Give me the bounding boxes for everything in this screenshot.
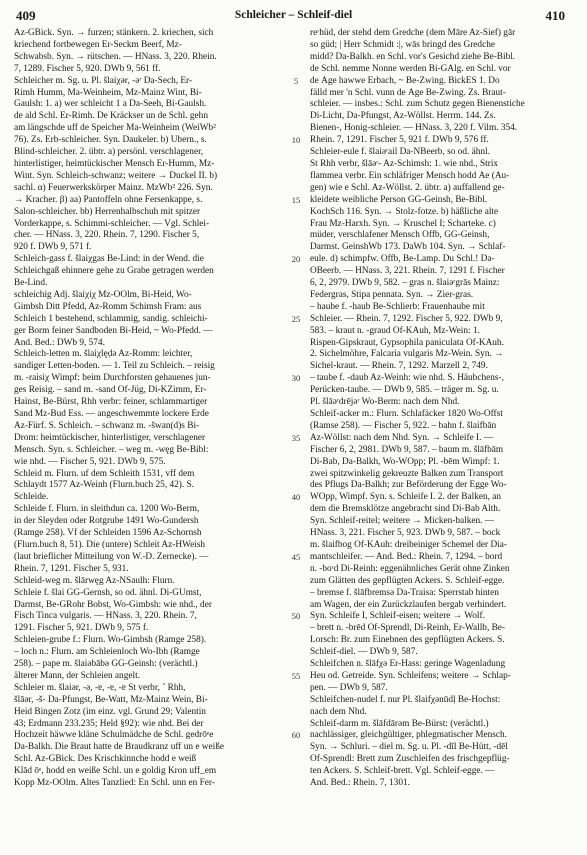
left-column-line: Heid Bingen Zotz (im einz. vgl. Grund 29; Valentin — [14, 706, 206, 717]
right-column-line: Heu od. Getreide. Syn. Schleifens; weitere → Schlap- — [310, 670, 511, 681]
left-column-line: Fisch Tinca vulgaris. — HNass. 3, 220. Rhein. 7, — [14, 611, 197, 622]
right-column-line: de Schl. nemme Nonne werden Bi-GAlg. en Schl. vor — [310, 63, 511, 74]
left-column-line: → Kracher. β) aa) Pantoffeln ohne Fersenkappe, s. — [14, 194, 203, 205]
left-column-line: wie nhd. — Fischer 5, 921. DWb 9, 575. — [14, 456, 166, 467]
left-column-line: Schleich-letten m. šlaiχlęḍə Az-Romm: leichter, — [14, 349, 193, 360]
right-column-line: de Äge hawwe Erbach, ~ Be-Zwing. BickES 1. Do — [310, 75, 500, 86]
right-column-line: reʳhüd, der stehd dem Gredche (dem Māre Az-Sief) gār — [310, 28, 516, 38]
right-column-line: Pl. šlāəʳdrējəʳ Wo-Berm: nach dem Nhd. — [310, 397, 460, 408]
left-column-line: Schlaydt 1577 Az-Weinh (Flurn.buch 25, 42). S. — [14, 480, 195, 491]
left-column-line: Vorderkappe, s. Schimmi-schleicher. — Vgl. Schlei- — [14, 218, 210, 229]
right-column-line: Rhein. 7, 1291. Fischer 5, 921 f. DWb 9, 576 ff. — [310, 135, 489, 146]
right-column-line: Darmst. GeinshWb 173. DaWb 104. Syn. → Schlaf- — [310, 242, 506, 253]
right-column-line: flammea verbr. Ein schläfriger Mensch hodd Āe (Au- — [310, 170, 510, 181]
left-column-line: (laut brieflicher Mitteilung von W.-D. Zernecke). — — [14, 551, 209, 562]
left-column-line: Gimbsh Ditt Pfedd, Az-Romm Schimsh Fram: aus — [14, 301, 202, 312]
line-number: 50 — [291, 611, 301, 622]
right-column-line: OBeerb. — HNass. 3, 221. Rhein. 7, 1291 f. Fischer — [310, 266, 505, 277]
left-column-line: Az-Fürf. S. Schleich. – schwanz m. -šwan(d)s Bi- — [14, 420, 200, 431]
left-column-line: Klād ōᵉ, hodd en weiße Schl. un e goldig Kron uff_em — [14, 766, 217, 777]
left-column-line: Rimh Humm, Ma-Weinheim, Mz-Mainz Wint, Bi- — [14, 87, 202, 98]
right-column-line: Schleier-eule f. šlaiəʳail Da-NBeerb, so od. ähnl. — [310, 147, 490, 158]
right-column-line: müder, verschlafener Mensch Offb, GG-Geinsh, — [310, 230, 490, 241]
left-column-line: hinterlistiger, heimtückischer Mensch Er-Humm, Mz- — [14, 158, 215, 169]
line-number: 30 — [291, 373, 301, 384]
left-column-line: Schleich 1 bestehend, schlammig, sandig. schleichi- — [14, 313, 208, 324]
right-column-line: midd? Da-Balkh. en Schl. vor's Gesichd ziehe Be-Bibl. — [310, 51, 516, 62]
left-column-line: Schleier m. šlaiər, -ə, -ɐ, -ɐ, -ɐ St verbr, ˚ Rhh, — [14, 682, 186, 693]
right-column-line: nach dem Nhd. — [310, 706, 367, 717]
right-column-line: ten Ackers. S. Schleif-brett. Vgl. Schleif-egge. — — [310, 766, 495, 777]
right-column-line: Frau Mz-Harxh. Syn. → Kruschel I; Scharteke. c) — [310, 218, 496, 229]
right-column-line: 6, 2, 2979. DWb 9, 582. – gras n. šlaiəʳgrās Mainz: — [310, 278, 500, 289]
line-number: 25 — [291, 313, 301, 324]
right-column-line: m. šlaifbog Of-KAuh: dreibeiniger Schemel der Dia- — [310, 539, 507, 550]
right-column-line: Schleifchen-nudel f. nur Pl. šlaifχənūdḷ Be-Hochst: — [310, 694, 501, 705]
left-column-line: cher. — HNass. 3, 220. Rhein. 7, 1290. Fischer 5, — [14, 230, 200, 241]
left-column — [14, 28, 276, 846]
left-column-line: Da-Balkh. Die Braut hatte de Braudkranz uff un e weiße — [14, 742, 224, 753]
line-number: 45 — [291, 551, 301, 562]
left-column-line: – loch n.: Flurn. am Schleienloch Wo-Ibh (Ramge — [14, 647, 200, 658]
left-column-line: Schwabsb. Syn. → rütschen. — HNass. 3, 220. Rhein. — [14, 51, 217, 62]
left-column-line: schleichig Adj. šlaiχiχ Mz-OOlm, Bi-Heid, Wo- — [14, 289, 192, 300]
left-column-line: Schleide f. Flurn. in sleithdun ca. 1200 Wo-Berm, — [14, 504, 200, 515]
right-column-line: Syn. Schleif-reitel; weitere → Micken-balken. — — [310, 516, 495, 527]
left-column-line: Darmst, Be-GRohr Bobst, Wo-Gimbsh: wie nhd., der — [14, 599, 212, 610]
right-column-line: Syn. → Schluri. – diel m. Sg. u. Pl. -dīl Be-Hütt, -dēl — [310, 742, 508, 753]
page-number-left: 409 — [16, 8, 36, 23]
left-column-line: in der Sleyden oder Rotgrube 1491 Wo-Gundersh — [14, 516, 199, 527]
right-column-line: WOpp, Wimpf. Syn. s. Schleife I. 2. der Balken, an — [310, 492, 502, 503]
left-column-line: Salon-schleicher. bb) Herrenhalbschuh mit spitzer — [14, 206, 201, 217]
right-column-line: mantschleifer. — And. Bed.: Rhein. 7, 1294. – bord — [310, 551, 503, 562]
right-column-line: Schleif-darm m. šlāfdārəm Be-Bürst: (verächtl.) — [310, 718, 489, 729]
left-column-line: (Flurn.buch 8, 51). Die (untere) Schleit Az-HWeish — [14, 539, 206, 550]
right-column-line: nachlässiger, gleichgültiger, phlegmatischer Mensch. — [310, 730, 508, 741]
line-number: 35 — [291, 432, 301, 443]
left-column-line: Drom: heimtückischer, hinterlistiger, verschlagener — [14, 432, 206, 443]
left-column-line: Schleid-weg m. šlārwęg Az-NSaulh: Flurn. — [14, 575, 175, 586]
left-column-line: Mensch. Syn. s. Schleicher. – weg m. -węg Be-Bibl: — [14, 444, 209, 455]
left-column-line: Schleid m. Flurn. uf dem Schleith 1531, vff dem — [14, 468, 195, 479]
right-column-line: Schleif-acker m.: Flurn. Schlafäcker 1820 Wo-Offst — [310, 409, 503, 419]
left-column-line: Az-GBick. Syn. → furzen; stänkern. 2. kriechen, sich — [14, 28, 214, 38]
left-column-line: Schleie f. šlai GG-Gernsh, so od. ähnl. Di-GUmst, — [14, 587, 202, 598]
left-column-line: Be-Lind. — [14, 278, 48, 289]
left-column-line: 43; Erdmann 233.235; Held §92): wie nhd. Bei der — [14, 718, 204, 729]
left-column-line: kriechend fortbewegen Er-Seckm Beerf, Mz- — [14, 39, 182, 50]
left-column-line: šlāər, -š- Da-Pfungst, Be-Watt, Mz-Mainz Wein, Bi- — [14, 694, 208, 705]
left-column-line: Kopp Mz-OOlm. Altes Tanzlied: En Schl. unn en Fer- — [14, 778, 215, 789]
left-column-line: Schleicher m. Sg. u. Pl. šlaiχər, -əʳ Da-Sech, Er- — [14, 75, 193, 86]
left-column-line: 258). – pape m. šlaiəbābə GG-Geinsh: (verächtl.) — [14, 659, 198, 670]
left-column-line: Schleide. — [14, 492, 49, 503]
left-column-line: Blind-schleicher. 2. übtr. a) persönl. verschlagener, — [14, 147, 204, 158]
right-column-line: dem die Bremsklötze angebracht sind Di-Bab Alth. — [310, 504, 501, 515]
right-column-line: des Pflugs Da-Balkh; zur Beförderung der Egge Wo- — [310, 480, 507, 491]
line-number: 10 — [291, 135, 301, 146]
right-column-line: am Wagen, der ein Zurückzlaufen bergab verhindert. — [310, 599, 507, 610]
left-column-line: älterer Mann, der Schleien angelt. — [14, 670, 140, 681]
left-column-line: ges Reisig. – sand m. -sand Of-Jüg, Di-KZimm, Er- — [14, 385, 207, 396]
line-number: 40 — [291, 492, 301, 503]
right-column-line: Perücken-taube. — DWb 9, 585. – träger m. Sg. u. — [310, 385, 499, 396]
left-column-line: (Ramge 258). Vf der Schleiden 1596 Az-Schornsh — [14, 528, 202, 539]
line-number: 55 — [291, 670, 301, 681]
right-column-line: – taube f. -daub Az-Weinh: wie nhd. S. Häubchens-, — [310, 373, 504, 384]
right-column-line: Di-Bab, Da-Balkh, Wo-WOpp; Pl. -bēm Wimpf: 1. — [310, 456, 500, 467]
left-column-line: Sand Mz-Bud Ess. — angeschwemmte lockere Erde — [14, 409, 209, 419]
left-column-line: Wint. Syn. Schleich-schwanz; weitere → Duckel II. b) — [14, 170, 218, 181]
left-column-line: sachl. α) Feuerwerkskörper Mainz. MzWb² 226. Syn. — [14, 182, 213, 193]
left-column-line: Schleichgaß ehinnere gehe zu Grabe getragen werden — [14, 266, 214, 277]
right-column-line: gen) wie e Schl. Az-Wöllst. 2. übtr. a) auffallend ge- — [310, 182, 505, 193]
left-column-line: Hochzeit häwwe kläne Schulmädche de Schl. gedrōᵉe — [14, 730, 214, 741]
left-column-line: Schl. Az-GBick. Des Krischkinnche hodd e weiß — [14, 754, 197, 765]
right-column-line: pen. — DWb 9, 587. — [310, 682, 388, 693]
left-column-line: Rhein. 7, 1291. Fischer 5, 931. — [14, 563, 129, 574]
line-number-gutter — [286, 28, 306, 846]
right-column-line: – haube f. -haub Be-Schlierb: Frauenhaube mit — [310, 301, 485, 312]
line-number: 5 — [293, 75, 299, 86]
page-number-right: 410 — [545, 8, 565, 23]
right-column-line: Lorsch: Br. zum Einebnen des gepflügten Ackers. S. — [310, 635, 505, 646]
line-number: 60 — [291, 730, 301, 741]
right-column-line: KochSch 116. Syn. → Stolz-fotze. b) häßliche alte — [310, 206, 499, 217]
right-column-line: fälld mer 'n Schl. vunn de Äge Be-Zwing. Zs. Braut- — [310, 87, 506, 98]
left-column-line: Gaulsh: 1. a) wer schleicht 1 a Da-Seeh, Bi-Gaulsh. — [14, 99, 207, 110]
right-column-line: Fischer 6, 2, 2981. DWb 9, 587. – baum m. šlāfbām — [310, 444, 504, 455]
right-column-line: 2. Sichelmöhre, Falcaria vulgaris Mz-Wein. Syn. → — [310, 349, 504, 360]
left-column-line: sandiger Letten-boden. — 1. Teil zu Schleich. – reisig — [14, 361, 215, 372]
right-column-line: eule. d) schimpfw. Offb, Be-Lamp. Du Schl.! Da- — [310, 254, 495, 265]
left-column-line: 76). Zs. Erb-schleicher. Syn. Daukeler. b) Übern., s. — [14, 135, 207, 146]
right-column-line: so güd; | Herr Schmidt :|, wās bringd des Gredche — [310, 39, 495, 50]
right-column-line: Di-Licht, Da-Pfungst, Az-Wöllst. Herrm. 144. Zs. — [310, 111, 496, 122]
left-column-line: m. -raisiχ Wimpf: beim Durchforsten gehauenes jun- — [14, 373, 211, 384]
right-column-line: Bienen-, Honig-schleier. — HNass. 3, 220 f. Vilm. 354. — [310, 123, 518, 134]
right-column — [310, 28, 573, 846]
right-column-line: Az-Wöllst: nach dem Nhd. Syn. → Schleife I. — — [310, 432, 494, 443]
left-column-line: Hainst, Be-Bürst, Rhh verbr: feiner, schlammartiger — [14, 397, 208, 408]
right-column-line: – bremse f. šlāfbremsə Da-Traisa: Sperrstab hinten — [310, 587, 499, 598]
right-column-line: Syn. Schleife I, Schleif-eisen; weitere → Wolf. — [310, 611, 485, 622]
left-column-line: And. Bed.: DWb 9, 574. — [14, 337, 105, 348]
right-column-line: Sichel-kraut. — Rhein. 7, 1292. Marzell 2, 749. — [310, 361, 488, 372]
left-column-line: 7, 1289. Fischer 5, 920. DWb 9, 561 ff. — [14, 63, 161, 74]
right-column-line: Of-Sprendl: Brett zum Zuschleifen des frischgepflüg- — [310, 754, 510, 765]
left-column-line: Schleien-grube f.: Flurn. Wo-Gimbsh (Ramge 258). — [14, 635, 207, 646]
right-column-line: – brett n. -brēd Of-Sprendl, Di-Reinh, Er-Wallb, Be- — [310, 623, 506, 634]
right-column-line: Schleier. — Rhein. 7, 1292. Fischer 5, 922. DWb 9, — [310, 313, 503, 324]
right-column-line: And. Bed.: Rhein. 7, 1301. — [310, 778, 410, 789]
right-column-line: Schleif-diel. — DWb 9, 587. — [310, 647, 418, 658]
page-header — [0, 0, 587, 26]
left-column-line: de ald Schl. Er-Rimh. De Kräckser un de Schl. gehn — [14, 111, 208, 122]
right-column-line: Federgras, Stipa pennata. Syn. → Zier-gras. — [310, 289, 474, 300]
right-column-line: zum Glätten des gepflügten Ackers. S. Schleif-egge. — [310, 575, 505, 586]
right-column-line: St Rhh verbr, šlāəʳ- Az-Schimsh: 1. wie nhd., Strix — [310, 158, 499, 169]
running-head: Schleicher – Schleif-diel — [234, 9, 353, 21]
left-column-line: 920 f. DWb 9, 571 f. — [14, 242, 92, 253]
line-number: 15 — [291, 194, 301, 205]
right-column-line: (Ramse 258). — Fischer 5, 922. – bahn f. šlaifbān — [310, 420, 497, 431]
right-column-line: Schleifchen n. šlāfχə Er-Hass: geringe Wagenladung — [310, 659, 506, 670]
left-column-line: am längschde uff de Speicher Ma-Weinheim (WeiWb² — [14, 123, 216, 134]
right-column-line: n. -boʳd Di-Reinh: eggenähnliches Gerät ohne Zinken — [310, 563, 510, 574]
right-column-line: kleidete weibliche Person GG-Geinsh, Be-Bibl. — [310, 194, 488, 205]
right-column-line: zwei spitzwinkelig gekreuzte Balken zum Transport — [310, 468, 504, 479]
left-column-line: ger Borm feiner Sandboden Bi-Heid, ~ Wo-Pfedd. — — [14, 325, 213, 336]
right-column-line: Rispen-Gipskraut, Gypsophila paniculata Of-KAuh. — [310, 337, 504, 348]
right-column-line: HNass. 3, 221. Fischer 5, 923. DWb 9, 587. – bock — [310, 528, 501, 539]
right-column-line: 583. – kraut n. -graud Of-KAuh, Mz-Wein: 1. — [310, 325, 480, 336]
left-column-line: 1291. Fischer 5, 921. DWb 9, 575 f. — [14, 623, 149, 634]
right-column-line: schleier. — insbes.: Schl. zum Schutz gegen Bienenstiche — [310, 99, 525, 110]
line-number: 20 — [291, 254, 301, 265]
left-column-line: Schleich-gass f. šlaiχgas Be-Lind: in der Wend. die — [14, 254, 204, 265]
